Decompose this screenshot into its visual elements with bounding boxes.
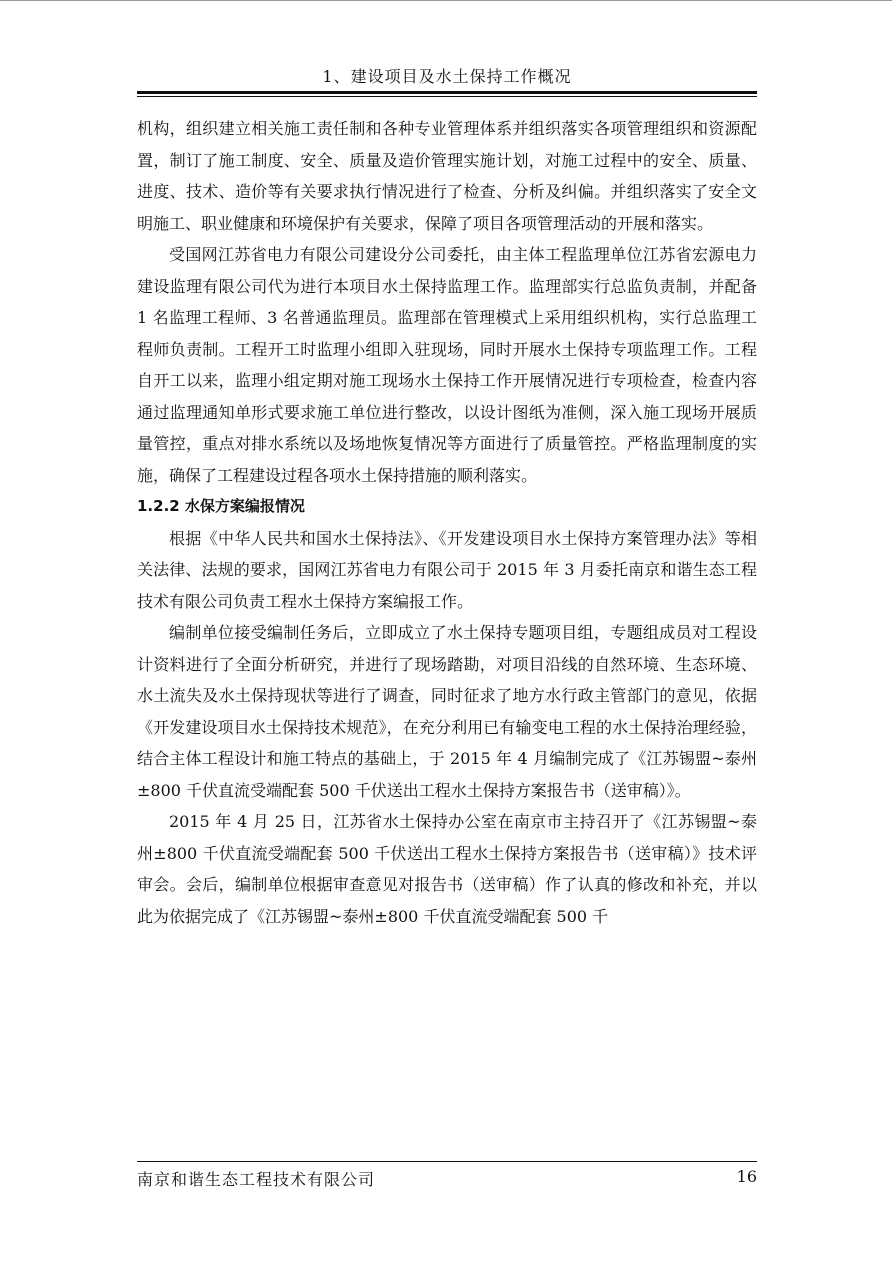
paragraph-review-meeting: 2015 年 4 月 25 日，江苏省水土保持办公室在南京市主持召开了《江苏锡盟~泰州±800 千伏直流受端配套 500 千伏送出工程水土保持方案报告书（送审稿）》技术评审会。会后，编制单位根据审查意见对报告书（送审稿）作了认真的修改和补充，并以此为依据完成了《江苏锡盟~泰州±800 千伏直流受端配套 500 千 [137,812,757,926]
page-number: 16 [736,1167,757,1186]
page-top-border [0,0,892,1]
page-header-title: 1、建设项目及水土保持工作概况 [322,67,572,86]
paragraph-compilation: 编制单位接受编制任务后，立即成立了水土保持专题项目组，专题组成员对工程设计资料进行了全面分析研究，并进行了现场踏勘，对项目沿线的自然环境、生态环境、水土流失及水土保持现状等进行了调查，同时征求了地方水行政主管部门的意见，依据《开发建设项目水土保持技术规范》，在充分利用已有输变电工程的水土保持治理经验，结合主体工程设计和施工特点的基础上，于 2015 年 4 月编制完成了《江苏锡盟~泰州±800 千伏直流受端配套 500 千伏送出工程水土保持方案报告书（送审稿）》。 [137,623,757,800]
document-body [137,113,757,932]
header-rule-thick [137,91,757,94]
header-rule-thin [137,96,757,97]
section-heading: 1.2.2 水保方案编报情况 [137,497,305,515]
paragraph-continued: 机构，组织建立相关施工责任制和各种专业管理体系并组织落实各项管理组织和资源配置，制订了施工制度、安全、质量及造价管理实施计划，对施工过程中的安全、质量、进度、技术、造价等有关要求执行情况进行了检查、分析及纠偏。并组织落实了安全文明施工、职业健康和环境保护有关要求，保障了项目各项管理活动的开展和落实。 [137,119,757,233]
footer-rule [137,1161,757,1162]
paragraph-legal-basis: 根据《中华人民共和国水土保持法》、《开发建设项目水土保持方案管理办法》等相关法律、法规的要求，国网江苏省电力有限公司于 2015 年 3 月委托南京和谐生态工程技术有限公司负责工程水土保持方案编报工作。 [137,528,757,611]
paragraph-supervision: 受国网江苏省电力有限公司建设分公司委托，由主体工程监理单位江苏省宏源电力建设监理有限公司代为进行本项目水土保持监理工作。监理部实行总监负责制，并配备 1 名监理工程师、3 名普通监理员。监理部在管理模式上采用组织机构，实行总监理工程师负责制。工程开工时监理小组即入驻现场，同时开展水土保持专项监理工作。工程自开工以来，监理小组定期对施工现场水土保持工作开展情况进行专项检查，检查内容通过监理通知单形式要求施工单位进行整改，以设计图纸为准侧，深入施工现场开展质量管控，重点对排水系统以及场地恢复情况等方面进行了质量管控。严格监理制度的实施，确保了工程建设过程各项水土保持措施的顺利落实。 [137,245,757,485]
footer-company: 南京和谐生态工程技术有限公司 [137,1170,376,1189]
